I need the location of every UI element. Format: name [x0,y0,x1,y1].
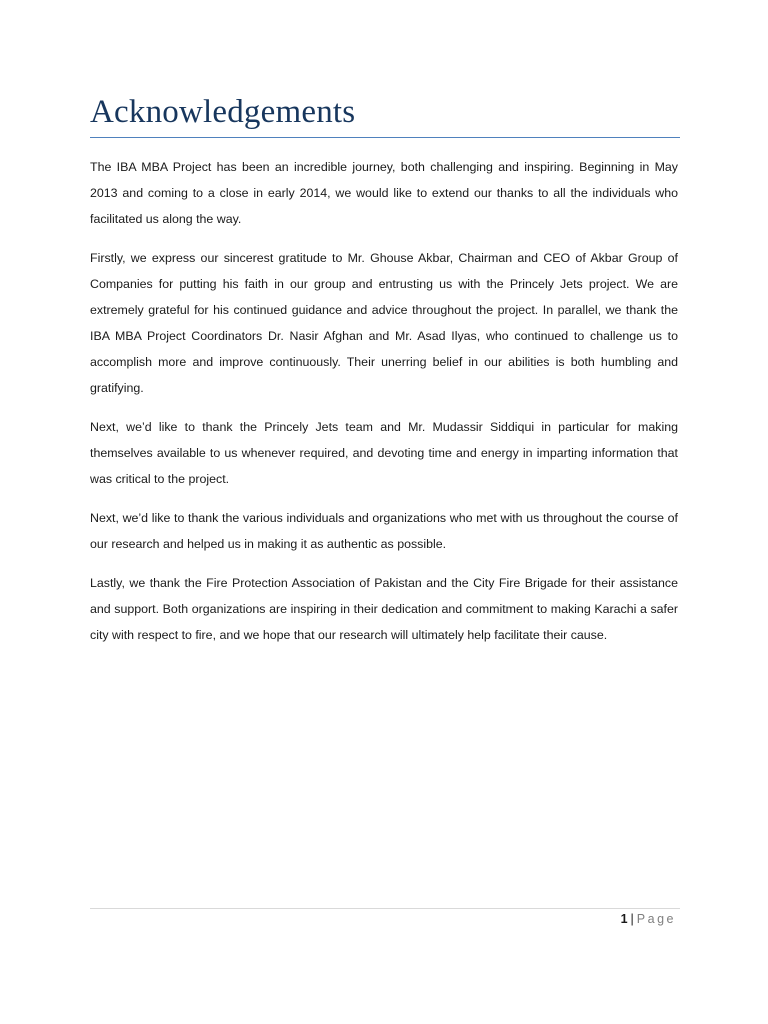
paragraph-lastly: Lastly, we thank the Fire Protection Association of Pakistan and the City Fire Brigade for their assistance and support. Both organizations are inspiring in their dedication and commitment to making Karachi a safer city with respect to fire, and we hope that our research will ultimately help facilitate their cause. [90,576,678,642]
page-label: Page [636,912,676,926]
paragraph-individuals-organizations: Next, we’d like to thank the various individuals and organizations who met with us throughout the course of our research and helped us in making it as authentic as possible. [90,511,678,551]
document-body [90,154,678,661]
page-title: Acknowledgements [90,94,356,130]
page-number: 1 [620,912,628,926]
footer-divider [90,908,680,909]
paragraph-firstly: Firstly, we express our sincerest gratitude to Mr. Ghouse Akbar, Chairman and CEO of Akbar Group of Companies for putting his faith in our group and entrusting us with the Princely Jets project. We are extremely grateful for his continued guidance and advice throughout the project. In parallel, we thank the IBA MBA Project Coordinators Dr. Nasir Afghan and Mr. Asad Ilyas, who continued to challenge us to accomplish more and improve continuously. Their unerring belief in our abilities is both humbling and gratifying. [90,251,678,395]
footer-separator: | [630,912,634,926]
paragraph-princely-jets-team: Next, we’d like to thank the Princely Jets team and Mr. Mudassir Siddiqui in particular for making themselves available to us whenever required, and devoting time and energy in imparting information that was critical to the project. [90,420,678,486]
page-footer [621,910,676,928]
title-underline [90,137,680,138]
paragraph-intro: The IBA MBA Project has been an incredible journey, both challenging and inspiring. Beginning in May 2013 and coming to a close in early 2014, we would like to extend our thanks to all the individuals who facilitated us along the way. [90,160,678,226]
